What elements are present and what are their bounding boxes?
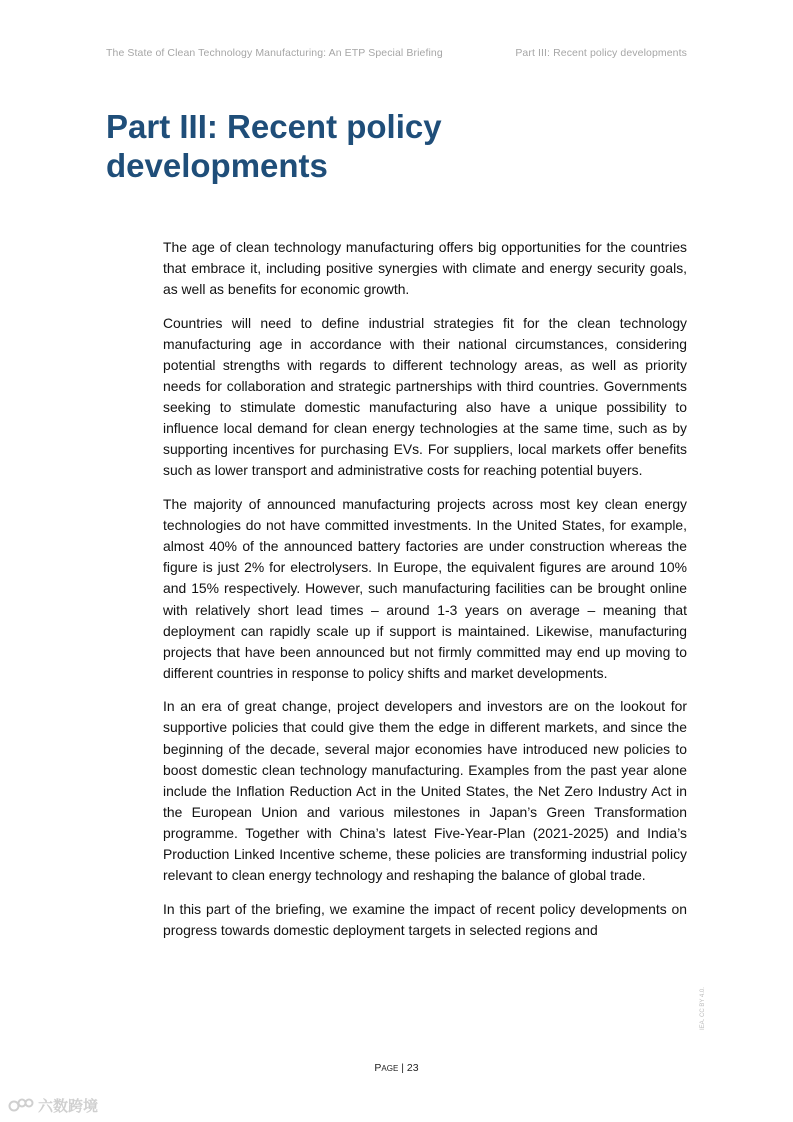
- watermark-logo-icon: [8, 1097, 34, 1115]
- running-header-right: Part III: Recent policy developments: [515, 47, 687, 59]
- watermark: [8, 1095, 98, 1116]
- side-license: IEA. CC BY 4.0.: [700, 987, 706, 1030]
- page-label-first: P: [374, 1062, 382, 1074]
- paragraph: In an era of great change, project developers and investors are on the lookout for supportive policies that could give them the edge in different markets, and since the beginning of the decade, several major economies have introduced new policies to boost domestic clean technology manufacturing. Examples from the past year alone include the Inflation Reduction Act in the United States, the Net Zero Industry Act in the European Union and various milestones in Japan’s Green Transformation programme. Together with China’s latest Five-Year-Plan (2021-2025) and India’s Production Linked Incentive scheme, these policies are transforming industrial policy relevant to clean energy technology and reshaping the balance of global trade.: [163, 698, 687, 884]
- running-header-left: The State of Clean Technology Manufacturing: An ETP Special Briefing: [106, 47, 443, 59]
- page-footer: [0, 1062, 793, 1074]
- page-label-rest: AGE: [381, 1064, 399, 1073]
- paragraph: The majority of announced manufacturing projects across most key clean energy technologies do not have committed investments. In the United States, for example, almost 40% of the announced battery factories are under construction whereas the figure is just 2% for electrolysers. In Europe, the equivalent figures are around 10% and 15% respectively. However, such manufacturing facilities can be brought online with relatively short lead times – around 1-3 years on average – meaning that deployment can rapidly scale up if support is maintained. Likewise, manufacturing projects that have been announced but not firmly committed may end up moving to different countries in response to policy shifts and market developments.: [163, 496, 687, 681]
- page-number: 23: [406, 1062, 419, 1074]
- running-header: [106, 47, 687, 59]
- body-text: [163, 237, 687, 953]
- page-separator: |: [398, 1062, 407, 1074]
- paragraph: In this part of the briefing, we examine the impact of recent policy developments on progress towards domestic deployment targets in selected regions and: [163, 900, 687, 938]
- page-title: Part III: Recent policy developments: [106, 108, 442, 184]
- paragraph: Countries will need to define industrial strategies fit for the clean technology manufacturing age in accordance with their national circumstances, considering potential strengths with regards to different technology areas, as well as priority needs for collaboration and strategic partnerships with third countries. Governments seeking to stimulate domestic manufacturing also have a unique possibility to influence local demand for clean energy technologies at the same time, such as by supporting incentives for purchasing EVs. For suppliers, local markets offer benefits such as lower transport and administrative costs for reaching potential buyers.: [163, 314, 687, 479]
- watermark-text: 六数跨境: [38, 1098, 99, 1115]
- paragraph: The age of clean technology manufacturing offers big opportunities for the countries that embrace it, including positive synergies with climate and energy security goals, as well as benefits for economic growth.: [163, 239, 687, 298]
